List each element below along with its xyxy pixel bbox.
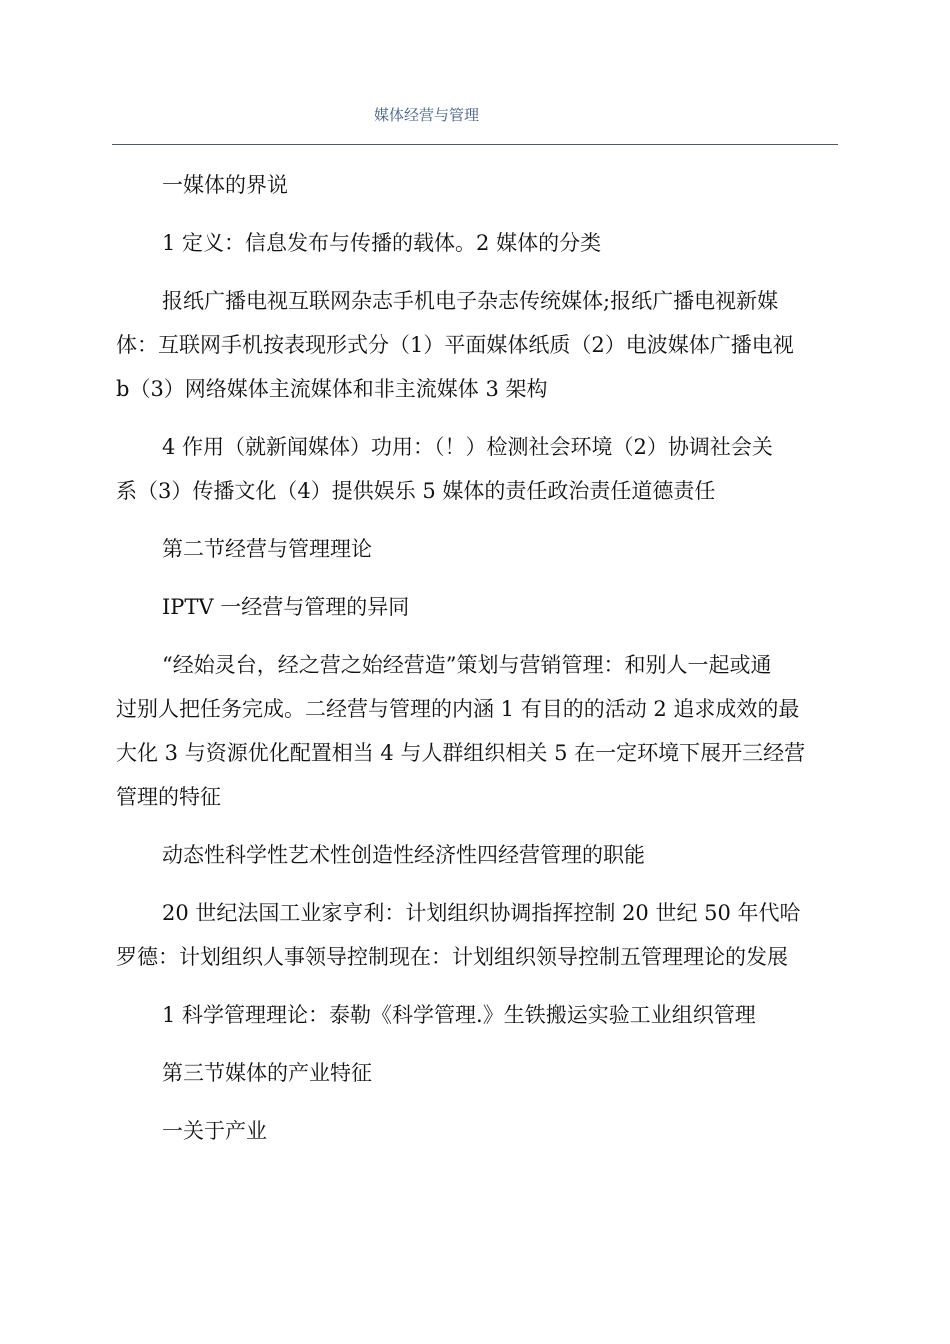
paragraph-9 [116, 891, 832, 979]
paragraph-line: 系（3）传播文化（4）提供娱乐 5 媒体的责任政治责任道德责任 [116, 479, 716, 503]
paragraph-line: “经始灵台，经之营之始经营造”策划与营销管理：和别人一起或通 [162, 653, 772, 677]
paragraph-line: 罗德：计划组织人事领导控制现在：计划组织领导控制五管理理论的发展 [116, 945, 788, 969]
paragraph-7 [116, 643, 832, 819]
paragraph-line: 一关于产业 [162, 1119, 267, 1143]
paragraph-2 [116, 221, 832, 265]
paragraph-line: 第二节经营与管理理论 [162, 537, 372, 561]
page-header [112, 100, 838, 145]
paragraph-4 [116, 425, 832, 513]
paragraph-3 [116, 279, 832, 411]
paragraph-line: 管理的特征 [116, 785, 221, 809]
paragraph-line: 一媒体的界说 [162, 173, 288, 197]
paragraph-1 [116, 163, 832, 207]
paragraph-line: 动态性科学性艺术性创造性经济性四经营管理的职能 [162, 843, 645, 867]
paragraph-line: 20 世纪法国工业家亨利：计划组织协调指挥控制 20 世纪 50 年代哈 [162, 901, 801, 925]
paragraph-11 [116, 1051, 832, 1095]
paragraph-line: 报纸广播电视互联网杂志手机电子杂志传统媒体;报纸广播电视新媒 [162, 289, 779, 313]
paragraph-line: 大化 3 与资源优化配置相当 4 与人群组织相关 5 在一定环境下展开三经营 [116, 741, 806, 765]
paragraph-line: 第三节媒体的产业特征 [162, 1061, 372, 1085]
paragraph-line: b（3）网络媒体主流媒体和非主流媒体 3 架构 [116, 377, 548, 401]
paragraph-5 [116, 527, 832, 571]
paragraph-6 [116, 585, 832, 629]
header-title: 媒体经营与管理 [374, 106, 480, 124]
paragraph-12 [116, 1109, 832, 1153]
paragraph-line: 4 作用（就新闻媒体）功用：（！）检测社会环境（2）协调社会关 [162, 435, 773, 459]
paragraph-8 [116, 833, 832, 877]
paragraph-10 [116, 993, 832, 1037]
paragraph-line: 1 定义：信息发布与传播的载体。2 媒体的分类 [162, 231, 602, 255]
paragraph-line: 体：互联网手机按表现形式分（1）平面媒体纸质（2）电波媒体广播电视 [116, 333, 794, 357]
paragraph-line: 过别人把任务完成。二经营与管理的内涵 1 有目的的活动 2 追求成效的最 [116, 697, 800, 721]
document-body [116, 163, 832, 1167]
paragraph-line: 1 科学管理理论：泰勒《科学管理.》生铁搬运实验工业组织管理 [162, 1003, 756, 1027]
paragraph-line: IPTV 一经营与管理的异同 [162, 595, 410, 619]
